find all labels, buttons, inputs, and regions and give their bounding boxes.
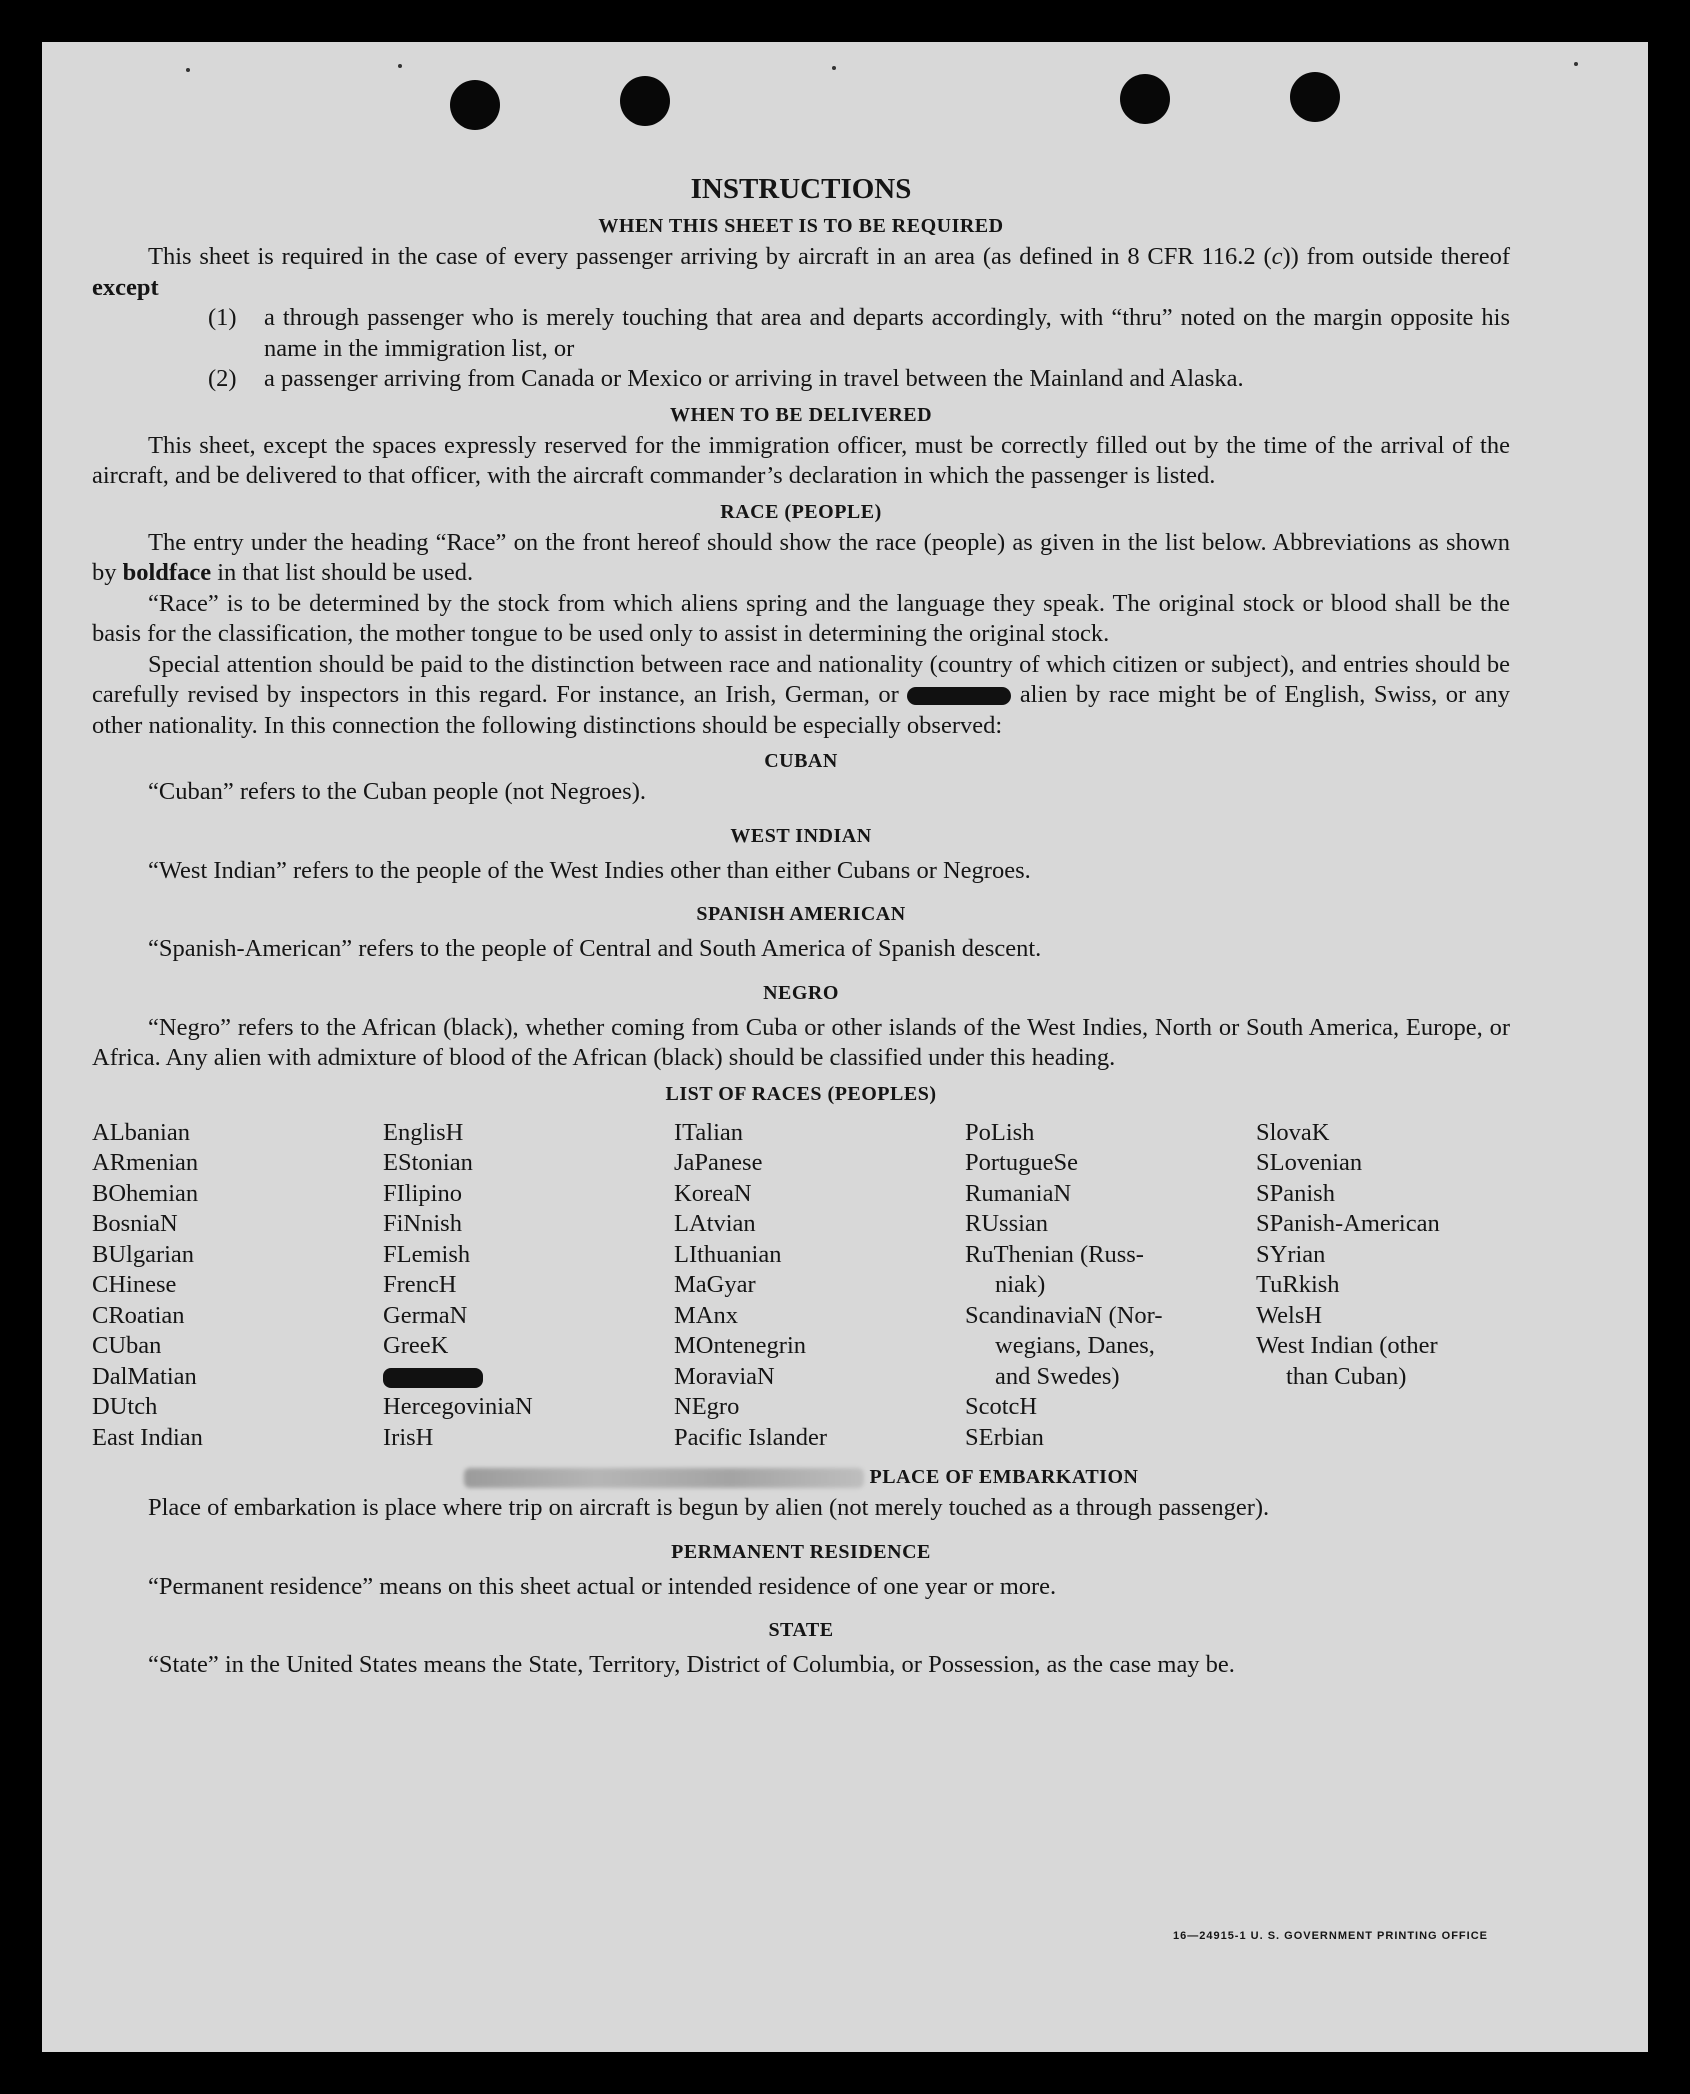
section-heading-negro: NEGRO [763, 981, 839, 1004]
race-item: CRoatian [92, 1301, 185, 1329]
punch-hole [1290, 72, 1340, 122]
speck [398, 64, 402, 68]
paragraph-negro: “Negro” refers to the African (black), whether coming from Cuba or other islands of the West Indies, North or South America, Europe, or Africa. Any alien with admixture of blood of the African (black) should be classified under this heading. [92, 1013, 1510, 1071]
section-heading-list-of-races: LIST OF RACES (PEOPLES) [665, 1082, 937, 1105]
race-item: wegians, Danes, [995, 1332, 1155, 1359]
race-item: NEgro [674, 1393, 740, 1420]
race-item: MAnx [674, 1301, 738, 1329]
race-item: GreeK [383, 1332, 449, 1359]
race-item: RumaniaN [965, 1179, 1072, 1207]
race-item: BosniaN [92, 1210, 178, 1237]
race-item: BOhemian [92, 1179, 199, 1207]
race-item: SPanish [1256, 1179, 1335, 1207]
paragraph-cuban: “Cuban” refers to the Cuban people (not Negroes). [148, 778, 646, 805]
race-item: LIthuanian [674, 1240, 782, 1268]
race-item: DalMatian [92, 1362, 197, 1390]
paragraph-race-3: Special attention should be paid to the distinction between race and nationality (country of which citizen or subject), and entries should be carefully revised by inspectors in this regard. For instance, an Irish, German, or alien by race might be of English, Swiss, or any other nationality. In this connection the following distinctions should be especially observed: [92, 650, 1510, 739]
smudge-mark [464, 1468, 864, 1488]
race-item: EStonian [383, 1149, 473, 1176]
exception-item-2: (2) a passenger arriving from Canada or Mexico or arriving in travel between the Mainland and Alaska. [208, 365, 1244, 392]
section-heading-when-delivered: WHEN TO BE DELIVERED [669, 403, 933, 426]
redaction-mark [907, 687, 1011, 705]
exception-item-1: (1) a through passenger who is merely touching that area and departs accordingly, with “thru” noted on the margin opposite his name in the immigration list, or [208, 304, 1510, 362]
race-item: ScandinaviaN (Nor- [965, 1301, 1163, 1329]
printer-imprint: 16—24915-1 U. S. GOVERNMENT PRINTING OFFICE [1172, 1930, 1488, 1942]
race-item: SYrian [1256, 1240, 1326, 1268]
race-item: RuThenian (Russ- [965, 1240, 1144, 1268]
race-item: ALbanian [92, 1118, 190, 1146]
race-item: WelsH [1256, 1301, 1323, 1329]
race-item: TuRkish [1256, 1271, 1340, 1298]
race-item: FiNnish [383, 1210, 462, 1237]
race-item: FrencH [383, 1271, 457, 1298]
race-item: RUssian [965, 1210, 1049, 1237]
race-item: and Swedes) [995, 1362, 1120, 1390]
speck [186, 68, 190, 72]
section-heading-cuban: CUBAN [764, 750, 838, 772]
document-page [42, 42, 1648, 2052]
race-item-redacted [383, 1362, 674, 1393]
race-item: HercegoviniaN [383, 1393, 533, 1420]
section-heading-state: STATE [768, 1619, 834, 1641]
section-heading-race: RACE (PEOPLE) [720, 500, 882, 523]
race-item: GermaN [383, 1301, 468, 1329]
race-item: SlovaK [1256, 1118, 1330, 1146]
redaction-mark [383, 1368, 483, 1388]
race-item: SErbian [965, 1423, 1044, 1451]
paragraph-west-indian: “West Indian” refers to the people of the West Indies other than either Cubans or Negroes. [148, 856, 1031, 884]
paragraph-required: This sheet is required in the case of every passenger arriving by aircraft in an area (as defined in 8 CFR 116.2 (c)) from outside thereof except [92, 243, 1510, 301]
punch-hole [620, 76, 670, 126]
race-column-1 [92, 1118, 383, 1454]
race-item: niak) [995, 1271, 1046, 1298]
race-item: ScotcH [965, 1393, 1038, 1420]
section-heading-embarkation: PLACE OF EMBARKATION [92, 1463, 1510, 1491]
paragraph-spanish-american: “Spanish-American” refers to the people of Central and South America of Spanish descent. [148, 935, 1042, 962]
paragraph-state: “State” in the United States means the State, Territory, District of Columbia, or Possession, as the case may be. [148, 1651, 1235, 1678]
race-column-5 [1256, 1118, 1547, 1454]
race-column-3 [674, 1118, 965, 1454]
race-item: BUlgarian [92, 1240, 195, 1268]
race-item: FLemish [383, 1240, 471, 1268]
race-item: East Indian [92, 1423, 203, 1451]
race-item: IrisH [383, 1423, 434, 1451]
race-item: West Indian (other [1256, 1332, 1438, 1359]
race-item: ITalian [674, 1118, 744, 1146]
speck [832, 66, 836, 70]
race-item: DUtch [92, 1393, 158, 1420]
race-list [92, 1118, 1510, 1454]
race-item: EnglisH [383, 1118, 464, 1146]
race-column-4 [965, 1118, 1256, 1454]
race-item: than Cuban) [1286, 1362, 1407, 1390]
speck [1574, 62, 1578, 66]
section-heading-spanish-american: SPANISH AMERICAN [696, 903, 906, 925]
race-item: CHinese [92, 1271, 177, 1298]
paragraph-race-2: “Race” is to be determined by the stock from which aliens spring and the language they speak. The original stock or blood shall be the basis for the classification, the mother tongue to be used only to assist in determining the original stock. [92, 589, 1510, 647]
section-heading-permanent-residence: PERMANENT RESIDENCE [671, 1540, 931, 1563]
page-title: INSTRUCTIONS [690, 173, 912, 205]
race-item: FIlipino [383, 1179, 462, 1207]
race-item: PoLish [965, 1118, 1035, 1146]
race-column-2 [383, 1118, 674, 1454]
race-item: LAtvian [674, 1210, 756, 1237]
race-item: SLovenian [1256, 1149, 1363, 1176]
race-item: KoreaN [674, 1179, 752, 1207]
race-item: PortugueSe [965, 1149, 1078, 1176]
paragraph-permanent-residence: “Permanent residence” means on this sheet actual or intended residence of one year or more. [148, 1572, 1057, 1600]
instructions-content [92, 172, 1510, 1681]
race-item: Pacific Islander [674, 1423, 828, 1451]
race-item: CUban [92, 1332, 162, 1359]
section-heading-west-indian: WEST INDIAN [730, 824, 872, 847]
paragraph-embarkation: Place of embarkation is place where trip on aircraft is begun by alien (not merely touched as a through passenger). [148, 1494, 1270, 1521]
paragraph-race-1: The entry under the heading “Race” on the front hereof should show the race (people) as given in the list below. Abbreviations as shown by boldface in that list should be used. [92, 528, 1510, 586]
race-item: JaPanese [674, 1149, 763, 1176]
punch-hole [450, 80, 500, 130]
section-heading-when-required: WHEN THIS SHEET IS TO BE REQUIRED [598, 215, 1004, 237]
paragraph-delivered: This sheet, except the spaces expressly reserved for the immigration officer, must be correctly filled out by the time of the arrival of the aircraft, and be delivered to that officer, with the aircraft commander’s declaration in which the passenger is listed. [92, 431, 1510, 489]
race-item: MOntenegrin [674, 1332, 806, 1359]
punch-hole [1120, 74, 1170, 124]
race-item: ARmenian [92, 1149, 199, 1176]
race-item: MoraviaN [674, 1362, 775, 1390]
race-item: MaGyar [674, 1271, 756, 1298]
race-item: SPanish-American [1256, 1210, 1440, 1237]
